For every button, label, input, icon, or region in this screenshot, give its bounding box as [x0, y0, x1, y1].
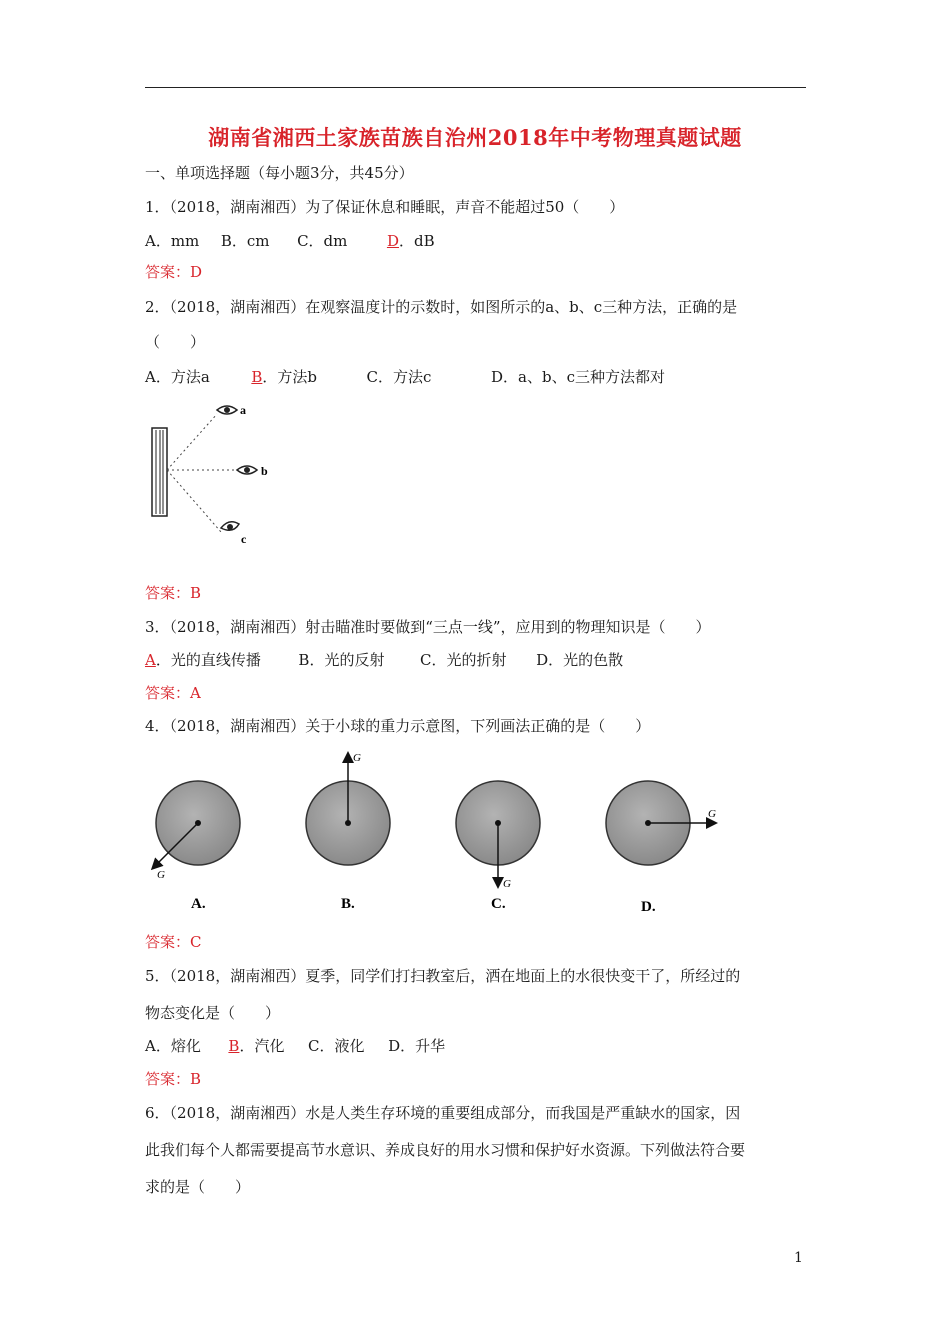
ball-option-d [606, 781, 716, 915]
label-a: a [240, 403, 246, 417]
question-2-options [145, 367, 665, 387]
eye-icon [217, 406, 257, 530]
gravity-diagram-figure [145, 748, 735, 920]
option-d: D．a、b、c三种方法都对 [491, 368, 665, 386]
question-5-stem-cont: 物态变化是（ ） [145, 1004, 281, 1022]
page-title: 湖南省湘西土家族苗族自治州2018年中考物理真题试题 [208, 125, 742, 150]
option-a: A．熔化 [145, 1037, 201, 1055]
question-6-stem: 6．（2018，湖南湘西）水是人类生存环境的重要组成部分，而我国是严重缺水的国家，因 [145, 1104, 741, 1122]
question-3-stem: 3．（2018，湖南湘西）射击瞄准时要做到“三点一线”，应用到的物理知识是（ ） [145, 618, 711, 636]
ball-option-a [153, 781, 240, 912]
option-a: A．mm [145, 232, 200, 250]
option-c: C．光的折射 [420, 651, 507, 669]
question-1-options [145, 231, 435, 251]
question-2-stem-cont: （ ） [145, 333, 206, 351]
question-5-stem: 5．（2018，湖南湘西）夏季，同学们打扫教室后，洒在地面上的水很快变干了，所经过的 [145, 967, 741, 985]
option-d-letter: D [386, 232, 399, 250]
option-b-letter: B [228, 1037, 240, 1055]
option-a-letter: A [145, 651, 156, 669]
option-b-letter: B [251, 368, 263, 386]
ball-option-b [306, 752, 390, 912]
option-c: C．dm [297, 232, 348, 250]
option-b-text: ．方法b [262, 368, 317, 386]
force-label-d: G [708, 808, 716, 820]
option-a-text: ．光的直线传播 [155, 651, 261, 669]
answer-1: 答案：D [145, 263, 203, 281]
question-6-stem-cont: 此我们每个人都需要提高节水意识、养成良好的用水习惯和保护好水资源。下列做法符合要 [145, 1141, 746, 1159]
answer-5: 答案：B [145, 1070, 202, 1088]
header-rule [145, 87, 806, 88]
option-d-text: ．dB [398, 232, 435, 250]
question-3-options [145, 650, 623, 670]
force-label-b: G [353, 752, 361, 764]
option-b: B．光的反射 [298, 651, 385, 669]
caption-b: B. [341, 896, 355, 912]
option-a: A．方法a [145, 368, 210, 386]
ball-option-c [456, 781, 540, 912]
page-number: 1 [794, 1250, 803, 1266]
option-b-text: ．汽化 [239, 1037, 285, 1055]
option-d: D．光的色散 [536, 651, 624, 669]
question-6-stem-cont2: 求的是（ ） [145, 1178, 251, 1196]
option-c: C．液化 [308, 1037, 365, 1055]
sight-lines [167, 414, 237, 532]
option-c: C．方法c [366, 368, 432, 386]
thermometer-figure [145, 396, 285, 552]
option-d: D．升华 [388, 1037, 446, 1055]
answer-4: 答案：C [145, 933, 202, 951]
question-1-stem: 1．（2018，湖南湘西）为了保证休息和睡眠，声音不能超过50（ ） [145, 198, 625, 216]
label-c: c [241, 532, 247, 546]
question-4-stem: 4．（2018，湖南湘西）关于小球的重力示意图，下列画法正确的是（ ） [145, 717, 651, 735]
answer-2: 答案：B [145, 584, 202, 602]
question-5-options [145, 1036, 445, 1056]
question-2-stem: 2．（2018，湖南湘西）在观察温度计的示数时，如图所示的a、b、c三种方法，正确的是 [145, 298, 738, 316]
option-b: B．cm [220, 232, 270, 250]
section-heading: 一、单项选择题（每小题3分，共45分） [145, 164, 414, 182]
caption-a: A. [191, 896, 206, 912]
force-label-c: G [503, 878, 511, 890]
caption-d: D. [641, 899, 656, 915]
force-label-a: G [157, 869, 165, 881]
caption-c: C. [491, 896, 506, 912]
answer-3: 答案：A [145, 684, 201, 702]
label-b: b [261, 464, 268, 478]
